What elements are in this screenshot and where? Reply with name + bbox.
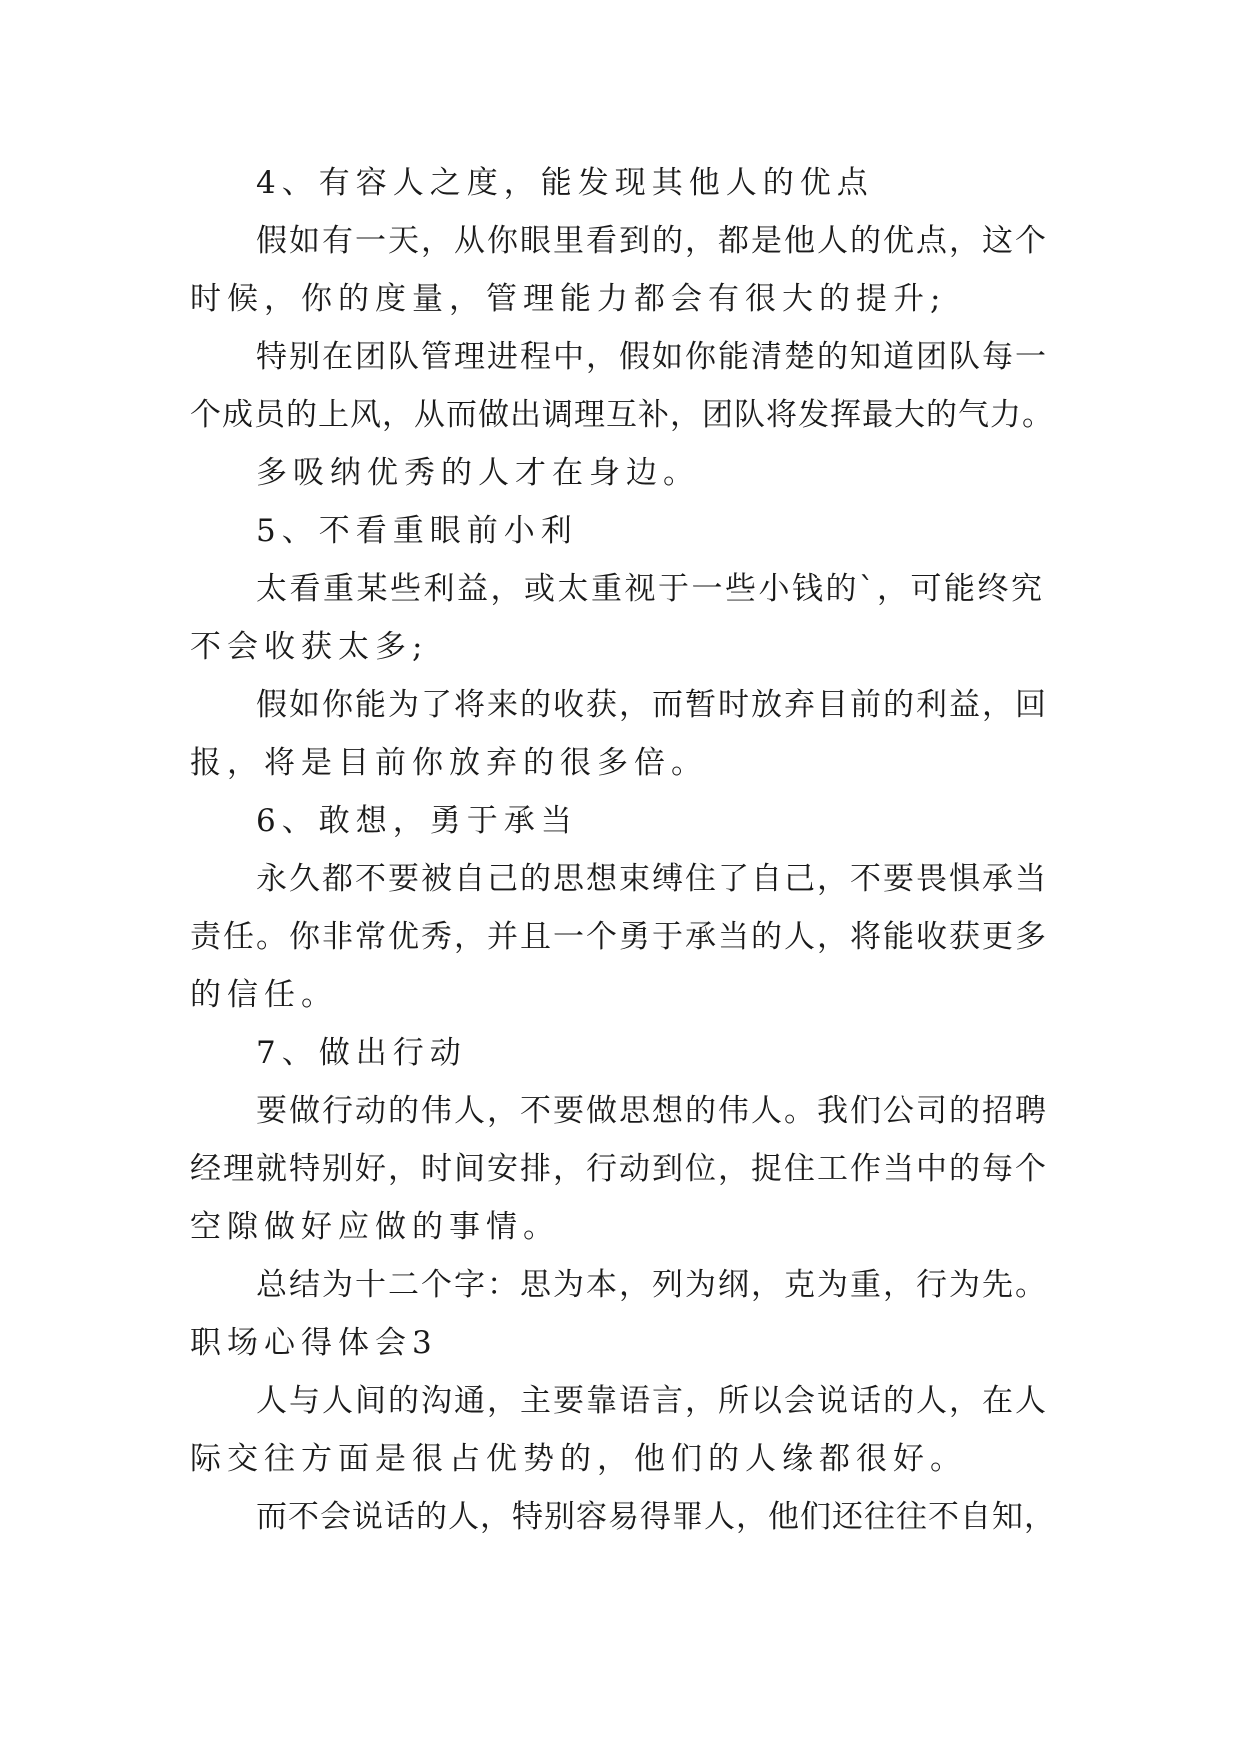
section-heading-7: 7、做出行动 [256, 1035, 467, 1071]
paragraph-line: 要做行动的伟人，不要做思想的伟人。我们公司的招聘 [256, 1093, 1048, 1129]
paragraph-line: 而不会说话的人，特别容易得罪人，他们还往往不自知， [256, 1499, 1056, 1535]
paragraph-line: 不会收获太多; [190, 629, 429, 665]
paragraph-line: 个成员的上风，从而做出调理互补，团队将发挥最大的气力。 [190, 397, 1054, 433]
paragraph-line: 的信任。 [190, 977, 338, 1013]
paragraph-line: 假如你能为了将来的收获，而暂时放弃目前的利益，回 [256, 687, 1048, 723]
paragraph-line: 多吸纳优秀的人才在身边。 [256, 455, 700, 491]
summary-line: 总结为十二个字：思为本，列为纲，克为重，行为先。 [256, 1267, 1048, 1303]
paragraph-line: 永久都不要被自己的思想束缚住了自己，不要畏惧承当 [256, 861, 1048, 897]
paragraph-line: 际交往方面是很占优势的，他们的人缘都很好。 [190, 1441, 967, 1477]
section-heading-5: 5、不看重眼前小利 [256, 513, 578, 549]
paragraph-line: 空隙做好应做的事情。 [190, 1209, 560, 1245]
paragraph-line: 时候，你的度量，管理能力都会有很大的提升; [190, 281, 947, 317]
paragraph-line: 假如有一天，从你眼里看到的，都是他人的优点，这个 [256, 223, 1048, 259]
section-heading-4: 4、有容人之度，能发现其他人的优点 [256, 165, 874, 201]
paragraph-line: 报，将是目前你放弃的很多倍。 [190, 745, 708, 781]
paragraph-line: 人与人间的沟通，主要靠语言，所以会说话的人，在人 [256, 1383, 1048, 1419]
section-heading-6: 6、敢想，勇于承当 [256, 803, 578, 839]
paragraph-line: 责任。你非常优秀，并且一个勇于承当的人，将能收获更多 [190, 919, 1048, 955]
paragraph-line: 太看重某些利益，或太重视于一些小钱的`，可能终究 [256, 571, 1045, 607]
paragraph-line: 经理就特别好，时间安排，行动到位，捉住工作当中的每个 [190, 1151, 1048, 1187]
paragraph-line: 特别在团队管理进程中，假如你能清楚的知道团队每一 [256, 339, 1048, 375]
article-title-3: 职场心得体会3 [190, 1325, 438, 1361]
